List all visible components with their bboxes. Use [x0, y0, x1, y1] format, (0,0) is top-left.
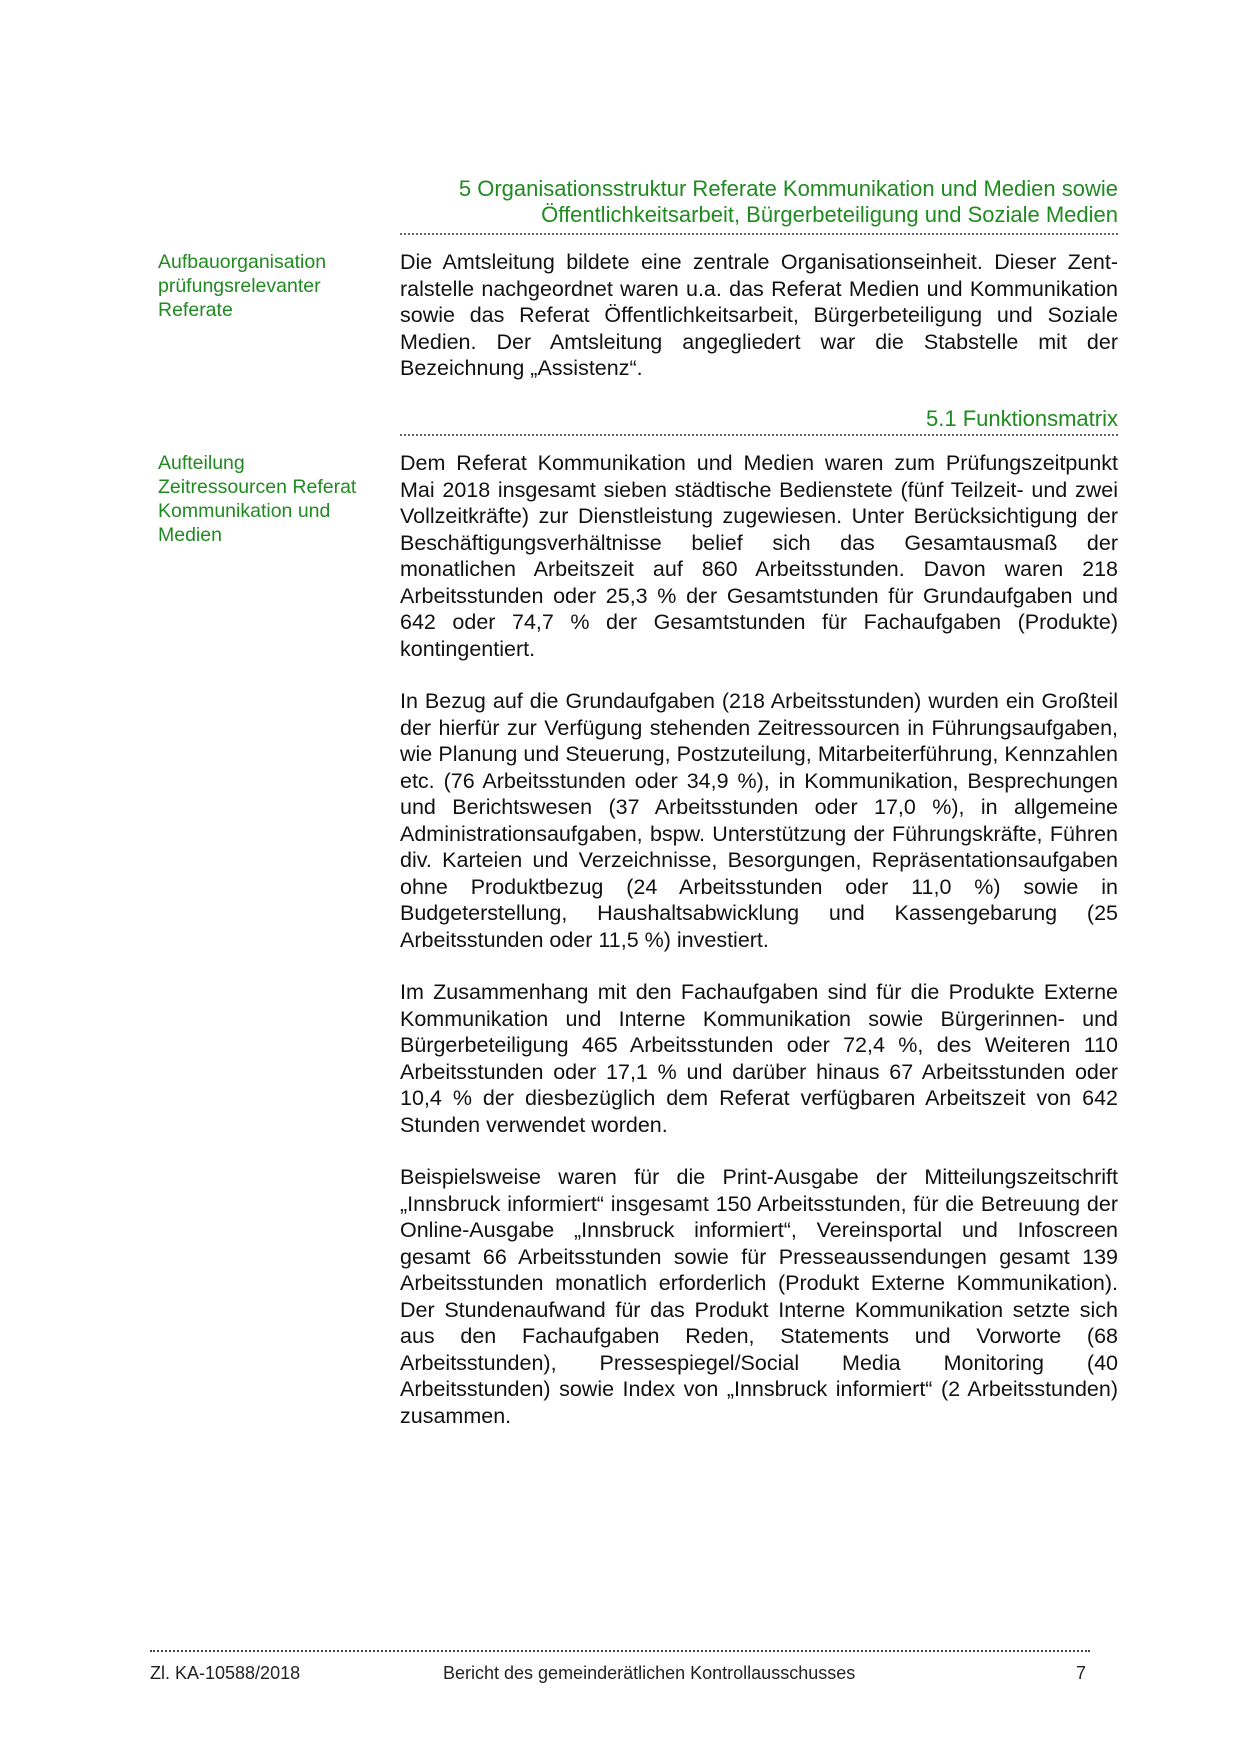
- margin-note-zeitressourcen: Aufteilung Zeitressourcen Referat Kommunikation und Medien: [158, 452, 357, 546]
- section-heading-rule: [400, 233, 1118, 235]
- margin-note-organisation: Aufbauorganisation prüfungsrelevanter Referate: [158, 251, 327, 321]
- paragraph: Die Amtsleitung bildete eine zentrale Organisationseinheit. Dieser Zentralstelle nachgeordnet waren u.a. das Referat Medien und Kommunikation sowie das Referat Öffentlichkeitsarbeit, Bürgerbeteiligung und Soziale Medien. Der Amtsleitung angegliedert war die Stabstelle mit der Bezeichnung „Assistenz“.: [400, 250, 1118, 380]
- footer-rule: [150, 1650, 1090, 1652]
- page-number: 7: [1076, 1663, 1087, 1683]
- subsection-heading-rule: [400, 434, 1118, 436]
- section-heading-line2: Öffentlichkeitsarbeit, Bürgerbeteiligung und Soziale Medien: [541, 202, 1118, 227]
- footer-title: Bericht des gemeinderätlichen Kontrollausschusses: [443, 1663, 856, 1683]
- subsection-heading: 5.1 Funktionsmatrix: [926, 406, 1118, 431]
- subsection-body: [400, 450, 1118, 1455]
- section-heading: [400, 176, 1118, 228]
- footer-reference: Zl. KA-10588/2018: [150, 1663, 301, 1683]
- paragraph: Im Zusammenhang mit den Fachaufgaben sind für die Produkte Externe Kommunikation und Interne Kommunikation sowie Bürgerinnen- und Bürgerbeteiligung 465 Arbeitsstunden oder 72,4 %, des Weiteren 110 Arbeitsstunden oder 17,1 % und darüber hinaus 67 Arbeitsstunden oder 10,4 % der diesbezüglich dem Referat verfügbaren Arbeitszeit von 642 Stunden verwendet worden.: [400, 980, 1118, 1137]
- paragraph: In Bezug auf die Grundaufgaben (218 Arbeitsstunden) wurden ein Großteil der hierfür zur Verfügung stehenden Zeitressourcen in Führungsaufgaben, wie Planung und Steuerung, Postzuteilung, Mitarbeiterführung, Kennzahlen etc. (76 Arbeitsstunden oder 34,9 %), in Kommunikation, Besprechungen und Berichtswesen (37 Arbeitsstunden oder 17,0 %), in allgemeine Administrationsaufgaben, bspw. Unterstützung der Führungskräfte, Führen div. Karteien und Verzeichnisse, Besorgungen, Repräsentationsaufgaben ohne Produktbezug (24 Arbeitsstunden oder 11,0 %) sowie in Budgeterstellung, Haushaltsabwicklung und Kassengebarung (25 Arbeitsstunden oder 11,5 %) investiert.: [400, 689, 1118, 952]
- section-heading-line1: 5 Organisationsstruktur Referate Kommunikation und Medien sowie: [458, 176, 1118, 201]
- paragraph: Beispielsweise waren für die Print-Ausgabe der Mitteilungszeitschrift „Innsbruck informiert“ insgesamt 150 Arbeitsstunden, für die Betreuung der Online-Ausgabe „Innsbruck informiert“, Vereinsportal und Infoscreen gesamt 66 Arbeitsstunden sowie für Presseaussendungen gesamt 139 Arbeitsstunden monatlich erforderlich (Produkt Externe Kommunikation). Der Stundenaufwand für das Produkt Interne Kommunikation setzte sich aus den Fachaufgaben Reden, Statements und Vorworte (68 Arbeitsstunden), Pressespiegel/Social Media Monitoring (40 Arbeitsstunden) sowie Index von „Innsbruck informiert“ (2 Arbeitsstunden) zusammen.: [400, 1165, 1118, 1428]
- paragraph: Dem Referat Kommunikation und Medien waren zum Prüfungszeitpunkt Mai 2018 insgesamt sieben städtische Bedienstete (fünf Teilzeit- und zwei Vollzeitkräfte) zur Dienstleistung zugewiesen. Unter Berücksichtigung der Beschäftigungsverhältnisse belief sich das Gesamtausmaß der monatlichen Arbeitszeit auf 860 Arbeitsstunden. Davon waren 218 Arbeitsstunden oder 25,3 % der Gesamtstunden für Grundaufgaben und 642 oder 74,7 % der Gesamtstunden für Fachaufgaben (Produkte) kontingentiert.: [400, 451, 1118, 661]
- section-body: [400, 249, 1118, 408]
